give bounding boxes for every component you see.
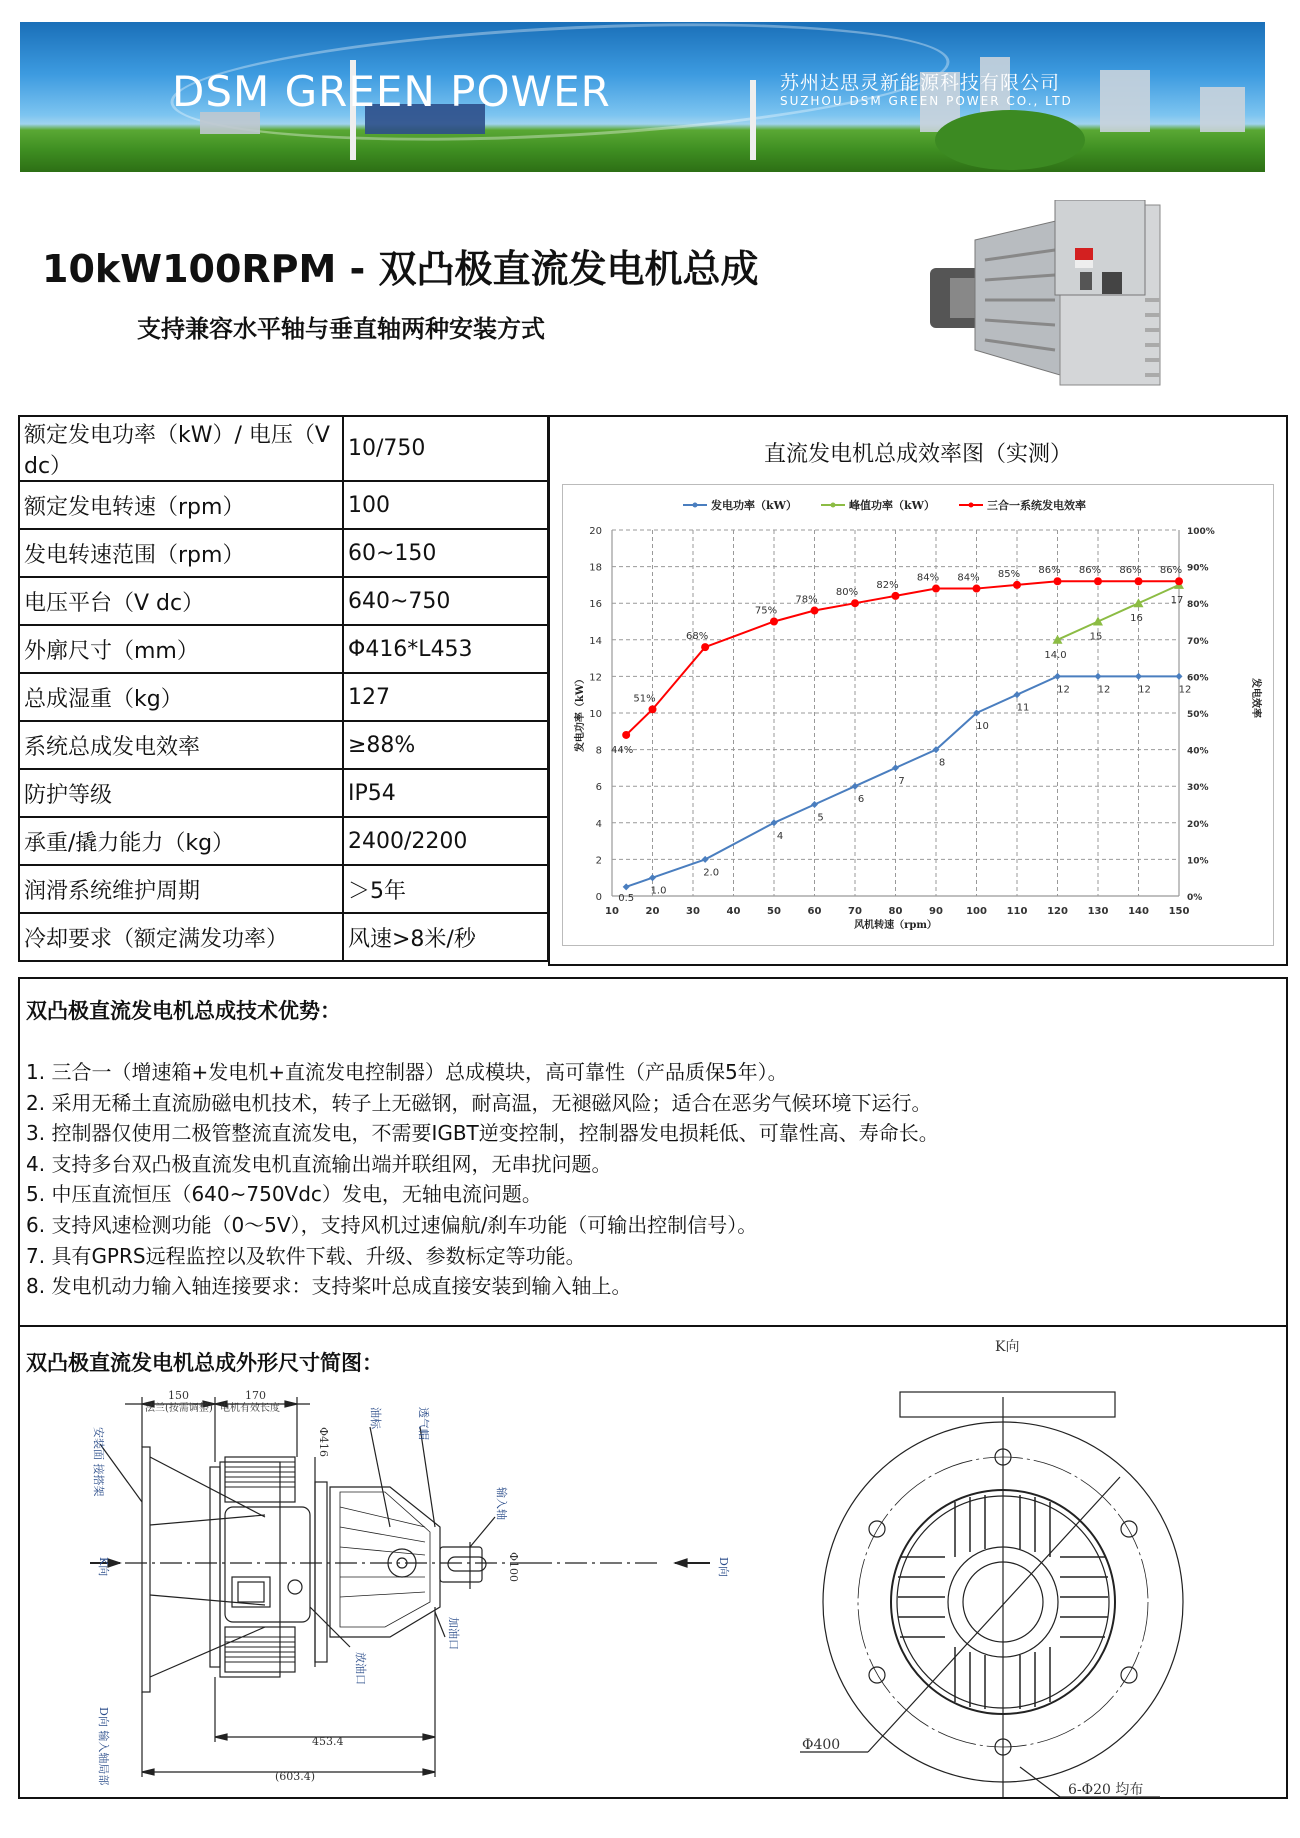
svg-text:14.0: 14.0 bbox=[1044, 649, 1067, 661]
advantage-item: 1. 三合一（增速箱+发电机+直流发电控制器）总成模块，高可靠性（产品质保5年）。 bbox=[26, 1060, 788, 1084]
dim-150: 150 bbox=[168, 1389, 189, 1402]
dim-170-label: 电机有效长度 bbox=[220, 1403, 280, 1414]
svg-text:11: 11 bbox=[1016, 702, 1030, 714]
spec-label: 总成湿重（kg） bbox=[19, 673, 343, 721]
svg-text:80: 80 bbox=[888, 906, 903, 917]
advantage-item: 5. 中压直流恒压（640~750Vdc）发电，无轴电流问题。 bbox=[26, 1182, 542, 1207]
spec-row bbox=[19, 865, 548, 913]
svg-text:78%: 78% bbox=[795, 594, 818, 606]
svg-text:60: 60 bbox=[807, 906, 822, 917]
svg-text:84%: 84% bbox=[957, 572, 980, 584]
svg-text:10%: 10% bbox=[1187, 856, 1209, 867]
svg-text:20: 20 bbox=[589, 526, 602, 537]
svg-text:50%: 50% bbox=[1187, 710, 1209, 720]
svg-text:12: 12 bbox=[589, 672, 602, 684]
chart-plot bbox=[563, 485, 1275, 947]
advantages-section bbox=[18, 977, 1288, 1327]
svg-text:10: 10 bbox=[605, 906, 619, 917]
side-view-drawing bbox=[90, 1397, 710, 1777]
spec-row bbox=[19, 913, 548, 961]
svg-text:82%: 82% bbox=[876, 579, 899, 591]
efficiency-chart bbox=[562, 484, 1274, 946]
svg-text:12: 12 bbox=[1138, 684, 1151, 696]
svg-text:0.5: 0.5 bbox=[618, 892, 635, 904]
svg-text:75%: 75% bbox=[754, 605, 778, 617]
efficiency-chart-panel bbox=[548, 415, 1288, 966]
spec-row bbox=[19, 817, 548, 865]
svg-text:20: 20 bbox=[645, 906, 660, 917]
svg-text:2.0: 2.0 bbox=[703, 867, 720, 879]
dim-170: 170 bbox=[245, 1389, 266, 1402]
svg-text:6: 6 bbox=[857, 794, 865, 806]
svg-text:86%: 86% bbox=[1038, 565, 1061, 577]
company-name-cn: 苏州达思灵新能源科技有限公司 bbox=[780, 72, 1061, 94]
svg-text:7: 7 bbox=[898, 775, 905, 787]
svg-text:60%: 60% bbox=[1187, 673, 1209, 684]
company-name-en: SUZHOU DSM GREEN POWER CO., LTD bbox=[780, 94, 1073, 108]
svg-text:86%: 86% bbox=[1119, 565, 1142, 577]
svg-text:68%: 68% bbox=[686, 631, 709, 643]
svg-text:12: 12 bbox=[1178, 684, 1192, 696]
dim-603: (603.4) bbox=[275, 1770, 316, 1783]
advantage-item: 6. 支持风速检测功能（0～5V），支持风机过速偏航/刹车功能（可输出控制信号）。 bbox=[26, 1212, 758, 1237]
advantage-item: 2. 采用无稀土直流励磁电机技术，转子上无磁钢，耐高温，无褪磁风险；适合在恶劣气候环境下运行。 bbox=[26, 1090, 932, 1115]
svg-text:10: 10 bbox=[589, 709, 602, 720]
svg-text:86%: 86% bbox=[1159, 565, 1183, 577]
breather-label: 透气帽 bbox=[417, 1407, 430, 1440]
spec-row bbox=[19, 577, 548, 625]
advantage-item: 7. 具有GPRS远程监控以及软件下载、升级、参数标定等功能。 bbox=[26, 1243, 586, 1268]
product-photo bbox=[930, 200, 1230, 390]
spec-label: 润滑系统维护周期 bbox=[19, 865, 343, 913]
svg-text:6: 6 bbox=[595, 782, 602, 794]
svg-text:18: 18 bbox=[589, 562, 602, 574]
spec-label: 冷却要求（额定满发功率） bbox=[19, 913, 343, 961]
fill-label: 加油口 bbox=[447, 1617, 460, 1650]
spec-label: 电压平台（V dc） bbox=[19, 577, 343, 625]
advantage-item: 3. 控制器仅使用二极管整流直流发电，不需要IGBT逆变控制，控制器发电损耗低、可靠性高、寿命长。 bbox=[26, 1121, 939, 1146]
spec-row bbox=[19, 481, 548, 529]
spec-value: ≥88% bbox=[343, 721, 548, 769]
svg-text:30%: 30% bbox=[1187, 783, 1209, 794]
svg-text:14: 14 bbox=[589, 635, 602, 647]
spec-label: 额定发电转速（rpm） bbox=[19, 481, 343, 529]
dimension-drawing-section bbox=[18, 1327, 1288, 1799]
svg-text:10: 10 bbox=[976, 721, 989, 732]
spec-value: Φ416*L453 bbox=[343, 625, 548, 673]
brand-name: DSM GREEN POWER bbox=[172, 67, 611, 116]
chart-title: 直流发电机总成效率图（实测） bbox=[763, 442, 1072, 467]
svg-text:51%: 51% bbox=[633, 693, 656, 705]
dimension-heading: 双凸极直流发电机总成外形尺寸简图： bbox=[26, 1351, 383, 1375]
svg-text:5: 5 bbox=[817, 812, 824, 824]
input-shaft-label: 输入轴 bbox=[495, 1487, 508, 1520]
front-view-drawing bbox=[800, 1392, 1183, 1797]
svg-text:100%: 100% bbox=[1187, 527, 1215, 537]
advantages-list bbox=[26, 1057, 939, 1302]
spec-value: 100 bbox=[343, 481, 548, 529]
svg-text:16: 16 bbox=[1130, 613, 1143, 625]
svg-text:40: 40 bbox=[726, 906, 741, 917]
page-subtitle: 支持兼容水平轴与垂直轴两种安装方式 bbox=[137, 315, 545, 343]
dia-100: Φ100 bbox=[507, 1552, 520, 1583]
svg-text:0: 0 bbox=[595, 892, 602, 903]
svg-text:风机转速（rpm）: 风机转速（rpm） bbox=[854, 920, 937, 931]
svg-text:17: 17 bbox=[1170, 594, 1184, 606]
svg-text:86%: 86% bbox=[1078, 565, 1102, 577]
spec-row bbox=[19, 673, 548, 721]
spec-row bbox=[19, 529, 548, 577]
svg-text:90: 90 bbox=[929, 906, 943, 917]
svg-text:发电功率（kW）: 发电功率（kW） bbox=[711, 499, 797, 512]
svg-text:80%: 80% bbox=[1187, 600, 1209, 611]
advantage-item: 4. 支持多台双凸极直流发电机直流输出端并联组网，无串扰问题。 bbox=[26, 1151, 612, 1176]
svg-text:140: 140 bbox=[1128, 906, 1149, 917]
spec-label: 额定发电功率（kW）/ 电压（V dc） bbox=[19, 416, 343, 481]
front-view-title: K向 bbox=[995, 1339, 1020, 1355]
d-detail-label: D向 输入轴局部 bbox=[97, 1707, 110, 1786]
dim-453: 453.4 bbox=[312, 1735, 344, 1748]
svg-text:30: 30 bbox=[686, 906, 700, 917]
svg-text:70%: 70% bbox=[1187, 636, 1209, 647]
spec-value: IP54 bbox=[343, 769, 548, 817]
wind-turbine-decoration bbox=[750, 80, 756, 160]
svg-text:130: 130 bbox=[1087, 906, 1109, 917]
svg-text:150: 150 bbox=[1168, 906, 1190, 917]
svg-text:80%: 80% bbox=[835, 587, 859, 599]
svg-text:发电功率（kW）: 发电功率（kW） bbox=[575, 673, 586, 753]
spec-row bbox=[19, 625, 548, 673]
header-banner bbox=[20, 22, 1265, 172]
svg-text:2: 2 bbox=[595, 855, 602, 867]
dimension-drawing bbox=[20, 1327, 1290, 1799]
page-title: 10kW100RPM - 双凸极直流发电机总成 bbox=[42, 247, 759, 291]
svg-text:40%: 40% bbox=[1187, 746, 1209, 757]
spec-table bbox=[18, 415, 549, 962]
advantage-item: 8. 发电机动力输入轴连接要求：支持桨叶总成直接安装到输入轴上。 bbox=[26, 1274, 632, 1299]
svg-text:峰值功率（kW）: 峰值功率（kW） bbox=[849, 499, 935, 512]
dia-416: Φ416 bbox=[317, 1427, 330, 1458]
spec-value: ＞5年 bbox=[343, 865, 548, 913]
svg-text:100: 100 bbox=[966, 906, 987, 917]
svg-text:20%: 20% bbox=[1187, 819, 1209, 830]
svg-text:4: 4 bbox=[776, 830, 784, 842]
spec-value: 风速>8米/秒 bbox=[343, 913, 548, 961]
svg-text:12: 12 bbox=[1097, 684, 1111, 696]
svg-text:70: 70 bbox=[848, 906, 862, 917]
spec-value: 60~150 bbox=[343, 529, 548, 577]
spec-label: 系统总成发电效率 bbox=[19, 721, 343, 769]
svg-text:120: 120 bbox=[1047, 906, 1068, 917]
svg-text:8: 8 bbox=[938, 757, 946, 769]
svg-text:50: 50 bbox=[767, 906, 781, 917]
spec-label: 发电转速范围（rpm） bbox=[19, 529, 343, 577]
svg-text:发电效率: 发电效率 bbox=[1250, 678, 1261, 718]
svg-text:15: 15 bbox=[1089, 631, 1103, 643]
k-direction-label: K向 bbox=[97, 1557, 110, 1577]
svg-text:84%: 84% bbox=[916, 572, 940, 584]
tree-decoration bbox=[935, 110, 1085, 170]
mount-label: 安装面 接搭架 bbox=[92, 1427, 105, 1497]
advantages-heading: 双凸极直流发电机总成技术优势： bbox=[26, 999, 341, 1023]
svg-text:16: 16 bbox=[589, 599, 602, 611]
svg-text:90%: 90% bbox=[1187, 563, 1209, 574]
svg-text:85%: 85% bbox=[997, 568, 1021, 580]
spec-label: 外廓尺寸（mm） bbox=[19, 625, 343, 673]
svg-text:12: 12 bbox=[1057, 684, 1070, 696]
svg-text:110: 110 bbox=[1006, 906, 1028, 917]
spec-value: 10/750 bbox=[343, 416, 548, 481]
spec-label: 承重/撬力能力（kg） bbox=[19, 817, 343, 865]
dia-400: Φ400 bbox=[802, 1737, 841, 1753]
svg-text:8: 8 bbox=[595, 745, 602, 757]
spec-label: 防护等级 bbox=[19, 769, 343, 817]
svg-text:0%: 0% bbox=[1187, 893, 1203, 903]
spec-value: 2400/2200 bbox=[343, 817, 548, 865]
svg-text:44%: 44% bbox=[611, 744, 634, 756]
holes-spec: 6-Φ20 均布 bbox=[1068, 1782, 1144, 1798]
spec-row bbox=[19, 769, 548, 817]
spec-value: 640~750 bbox=[343, 577, 548, 625]
d-direction-label: D向 bbox=[717, 1557, 730, 1577]
svg-text:1.0: 1.0 bbox=[650, 885, 667, 897]
dim-150-label: 法兰(按需调整) bbox=[145, 1403, 213, 1414]
spec-value: 127 bbox=[343, 673, 548, 721]
oil-gauge-label: 油标 bbox=[369, 1407, 382, 1429]
spec-row bbox=[19, 416, 548, 481]
drain-label: 放油口 bbox=[354, 1652, 367, 1685]
svg-text:三合一系统发电效率: 三合一系统发电效率 bbox=[987, 499, 1086, 512]
svg-text:4: 4 bbox=[595, 818, 602, 830]
spec-row bbox=[19, 721, 548, 769]
